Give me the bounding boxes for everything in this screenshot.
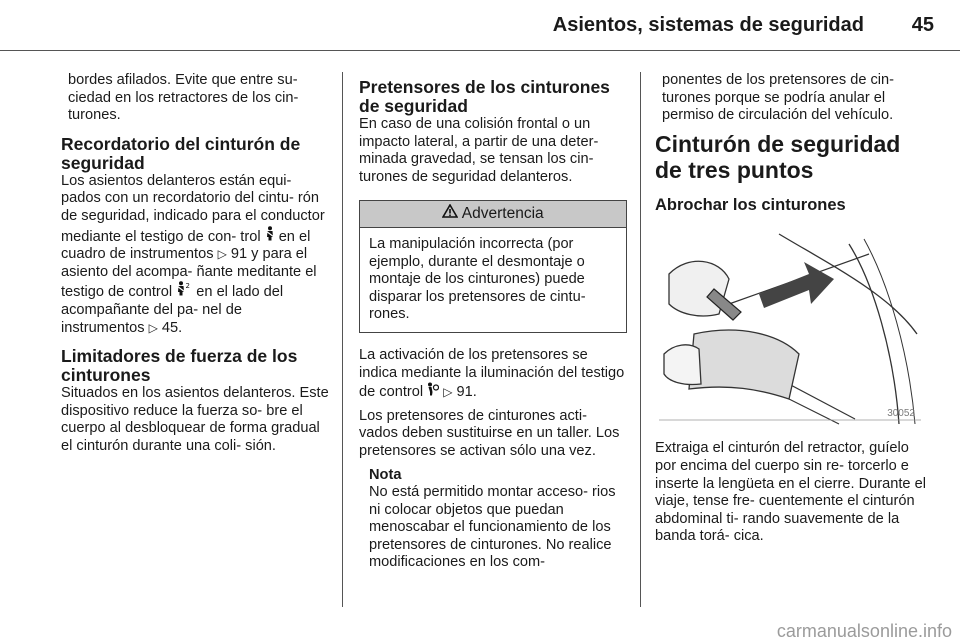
section-heading: Recordatorio del cinturón de seguridad	[61, 133, 301, 173]
warning-header: Advertencia	[360, 201, 626, 228]
column-right	[655, 72, 927, 552]
paragraph: Situados en los asientos delanteros. Este dispositivo reduce la fuerza so- bre el cuerpo al desbloquear de forma gradual el cinturón durante una coli- sión.	[61, 385, 329, 454]
seatbelt-icon	[265, 229, 279, 245]
note-title: Nota	[369, 466, 402, 483]
column-middle	[359, 72, 627, 572]
paragraph: bordes afilados. Evite que entre su- ciedad en los retractores de los cin- turones.	[68, 72, 299, 124]
paragraph: En caso de una colisión frontal o un impacto lateral, a partir de una deter- minada gravedad, se tensan los cin- turones de seguridad delanteros.	[359, 116, 599, 185]
column-divider	[342, 72, 343, 607]
note	[359, 467, 627, 573]
paragraph: Los asientos delanteros están equi- pados con un recordatorio del cintu- rón de seguridad, indicado para el conductor mediante el testigo de con- trol en el cuadro de instrumentos ▷ 91 y para el asiento del acompa- ñante meditante el testigo de control 2 en el lado del acompañante del pa- nel de instrumentos ▷ 45.	[61, 172, 325, 336]
warning-text: La manipulación incorrecta (por ejemplo, durante el desmontaje o montaje de los cinturones) puede disparar los pretensores de cintu- rones.	[369, 235, 586, 323]
warning-triangle-icon	[442, 205, 461, 222]
note-text: No está permitido montar acceso- rios ni colocar objetos que puedan menoscabar el funcionamiento de los pretensores de cinturones. No realice modificaciones en los com-	[369, 484, 616, 571]
paragraph: Extraiga el cinturón del retractor, guíelo por encima del cuerpo sin re- torcerlo e inserte la lengüeta en el cierre. Durante el viaje, tense fre- cuentemente el cinturón abdominal ti- rando suavemente de la banda torá- cica.	[655, 440, 926, 545]
section-heading: Limitadores de fuerza de los cinturones	[61, 346, 298, 386]
page-number: 45	[911, 14, 934, 36]
subsection-heading: Abrochar los cinturones	[655, 195, 846, 214]
seatbelt-passenger-icon	[176, 284, 196, 300]
paragraph: ponentes de los pretensores de cin- turones porque se podría anular el permiso de circulación del vehículo.	[662, 72, 895, 124]
header-rule	[0, 50, 960, 51]
airbag-icon	[427, 384, 443, 400]
page-reference-icon: ▷	[443, 385, 453, 400]
figure-number: 30052	[887, 407, 915, 419]
page-reference-icon: ▷	[148, 320, 158, 335]
watermark: carmanualsonline.info	[776, 621, 952, 641]
page-reference-icon: ▷	[217, 247, 227, 262]
warning-box	[359, 200, 627, 333]
chapter-heading: Cinturón de seguridad de tres puntos	[655, 130, 901, 183]
column-divider	[640, 72, 641, 607]
svg-text:2: 2	[185, 282, 191, 291]
column-left	[61, 72, 329, 462]
seatbelt-illustration	[659, 224, 921, 430]
header-title: Asientos, sistemas de seguridad	[552, 14, 864, 36]
paragraph: La activación de los pretensores se indica mediante la iluminación del testigo de control ▷ 91.	[359, 346, 625, 401]
section-heading: Pretensores de los cinturones de seguridad	[359, 77, 610, 116]
paragraph: Los pretensores de cinturones acti- vados deben sustituirse en un taller. Los pretensores se activan sólo una vez.	[359, 407, 620, 459]
